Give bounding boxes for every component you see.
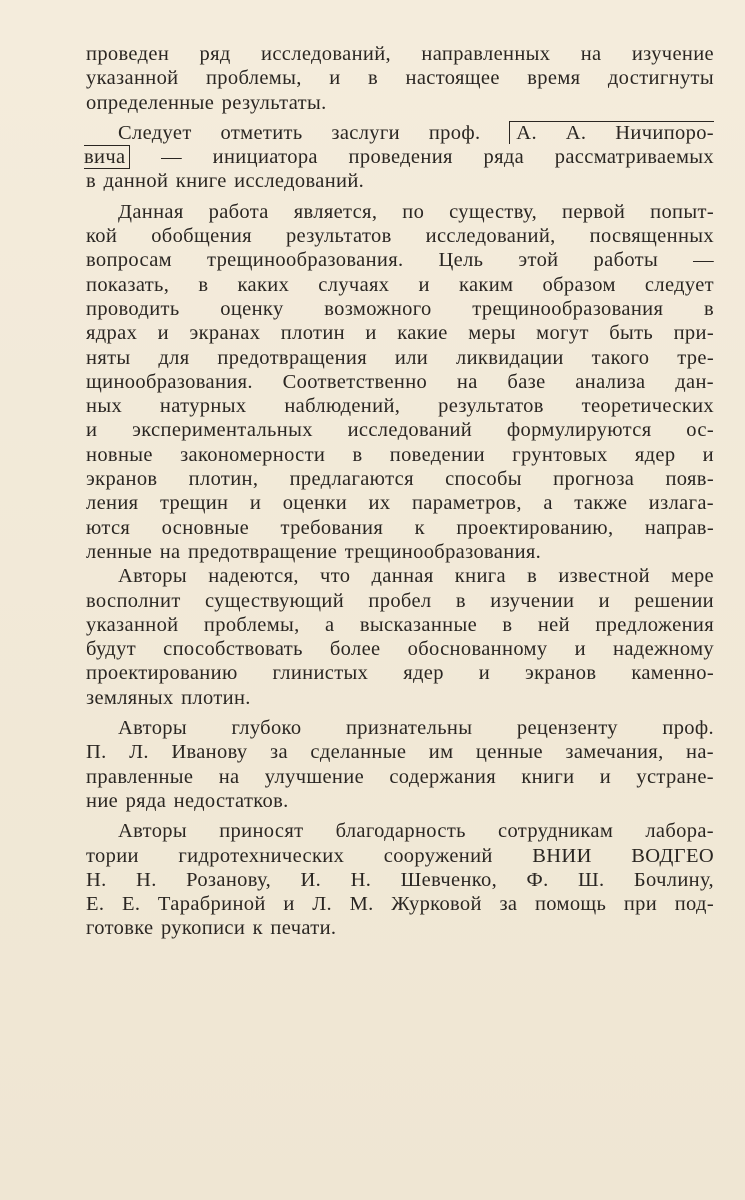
text-line: ленные на предотвращение трещинообразования.: [86, 540, 542, 563]
text-line: проведен ряд исследований, направленных на изучение: [86, 43, 714, 65]
text-line: в данной книге исследований.: [86, 170, 365, 193]
text-line: проводить оценку возможного трещинообразования в: [86, 297, 714, 320]
text-line: экранов плотин, предлагаются способы прогноза появ-: [86, 468, 714, 491]
text-line: ние ряда недостатков.: [86, 789, 289, 812]
text-line: ются основные требования к проектированию, направ-: [86, 516, 714, 539]
text-line: Данная работа является, по существу, первой попыт-: [118, 200, 714, 223]
text-line: [86, 145, 714, 169]
paragraph-1: [86, 42, 714, 115]
text-line: [86, 121, 714, 145]
text-line: земляных плотин.: [86, 686, 251, 709]
text-line: проектированию глинистых ядер и экранов каменно-: [86, 662, 714, 685]
text-line: правленные на улучшение содержания книги и устране-: [86, 765, 714, 788]
page-text: [86, 42, 714, 941]
text-line: восполнит существующий пробел в изучении и решении: [86, 589, 714, 612]
paragraph-6: [86, 819, 714, 940]
paragraph-4: [86, 564, 714, 710]
framed-name-part-2: вича: [84, 145, 130, 169]
text-line: щинообразования. Соответственно на базе анализа дан-: [86, 370, 714, 393]
text-line: няты для предотвращения или ликвидации такого тре-: [86, 346, 714, 369]
text-line: будут способствовать более обоснованному и надежному: [86, 638, 714, 661]
text-line: готовке рукописи к печати.: [86, 917, 337, 940]
text-line: Авторы надеются, что данная книга в известной мере: [118, 565, 714, 588]
text-line: и экспериментальных исследований формулируются ос-: [86, 419, 714, 442]
text-line: тории гидротехнических сооружений ВНИИ ВОДГЕО: [86, 844, 714, 867]
text-line: ядрах и экранах плотин и какие меры могут быть при-: [86, 322, 714, 345]
text-line: ления трещин и оценки их параметров, а также излага-: [86, 492, 714, 515]
acknowledgement-text: Следует отметить заслуги проф.: [118, 121, 481, 144]
text-line: указанной проблемы, и в настоящее время достигнуты: [86, 67, 714, 90]
text-line: ных натурных наблюдений, результатов теоретических: [86, 395, 714, 418]
text-line: Н. Н. Розанову, И. Н. Шевченко, Ф. Ш. Бочлину,: [86, 868, 714, 891]
text-line: указанной проблемы, а высказанные в ней предложения: [86, 613, 714, 636]
paragraph-2: [86, 121, 714, 194]
acknowledgement-continuation: — инициатора проведения ряда рассматриваемых: [161, 146, 714, 169]
text-line: показать, в каких случаях и каким образом следует: [86, 273, 714, 296]
text-line: Авторы приносят благодарность сотрудникам лабора-: [118, 820, 714, 843]
paragraph-5: [86, 716, 714, 813]
text-line: Е. Е. Тарабриной и Л. М. Журковой за помощь при под-: [86, 893, 714, 916]
framed-name-part-1: А. А. Ничипоро-: [509, 121, 714, 144]
text-line: новные закономерности в поведении грунтовых ядер и: [86, 443, 714, 466]
paragraph-3: [86, 200, 714, 564]
text-line: П. Л. Иванову за сделанные им ценные замечания, на-: [86, 741, 714, 764]
text-line: определенные результаты.: [86, 91, 327, 114]
text-line: вопросам трещинообразования. Цель этой работы —: [86, 249, 714, 272]
text-line: кой обобщения результатов исследований, посвященных: [86, 225, 714, 248]
text-line: Авторы глубоко признательны рецензенту проф.: [118, 717, 714, 740]
